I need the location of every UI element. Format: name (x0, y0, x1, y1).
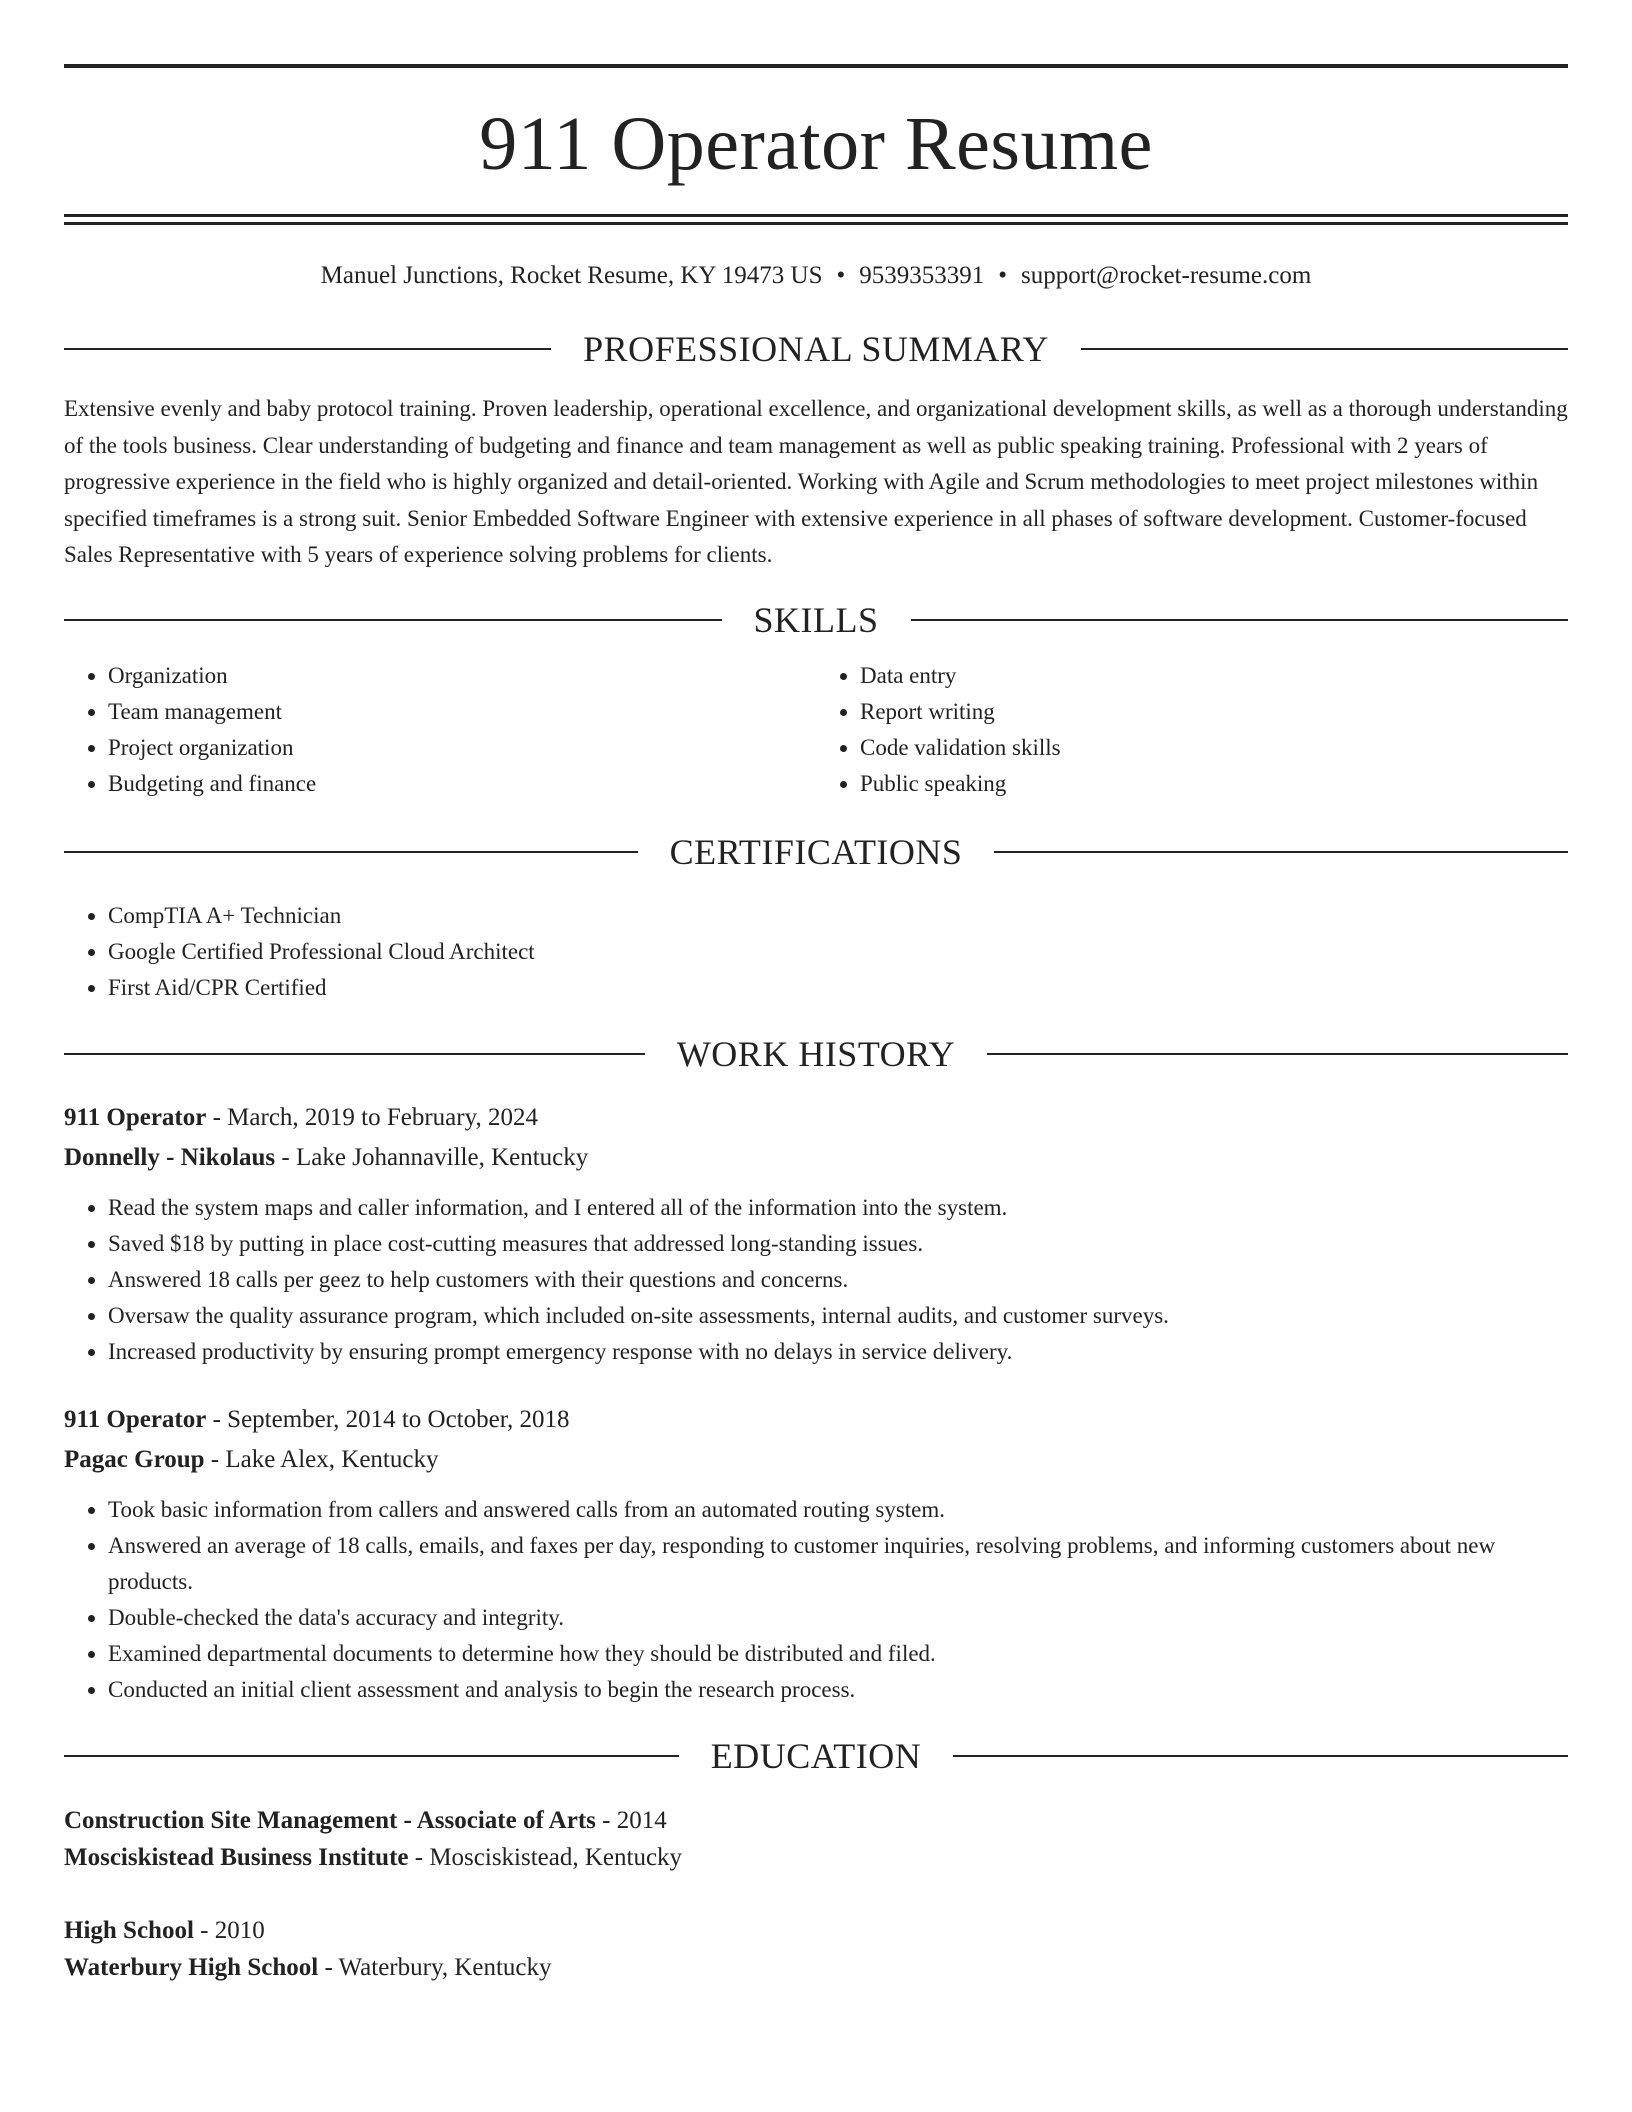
summary-text: Extensive evenly and baby protocol training. Proven leadership, operational excellence, and organizational development skills, as well as a thorough understanding of the tools business. Clear understanding of budgeting and finance and team management as well as public speaking training. Professional with 2 years of progressive experience in the field who is highly organized and detail-oriented. Working with Agile and Scrum methodologies to meet project milestones within specified timeframes is a strong suit. Senior Embedded Software Engineer with extensive experience in all phases of software development. Customer-focused Sales Representative with 5 years of experience solving problems for clients. (64, 396, 1568, 567)
job-bullet: • Took basic information from callers and answered calls from an automated routing system. (108, 1492, 1568, 1528)
section-divider (994, 851, 1568, 853)
skill-item: • Organization (108, 658, 816, 694)
section-divider (987, 1053, 1568, 1055)
job-company: Pagac Group (64, 1445, 205, 1473)
section-header-education (64, 1735, 1568, 1776)
contact-separator: • (836, 262, 846, 289)
education-year: - 2014 (595, 1806, 667, 1834)
certification-item: • CompTIA A+ Technician (108, 898, 1568, 934)
section-header-work (64, 1033, 1568, 1074)
certification-item: • First Aid/CPR Certified (108, 970, 1568, 1006)
job-title: 911 Operator (64, 1405, 207, 1433)
education-year: - 2010 (193, 1916, 265, 1944)
job-bullet: • Oversaw the quality assurance program, which included on-site assessments, internal audits, and customer surveys. (108, 1298, 1568, 1334)
education-school-line (64, 1949, 1568, 1986)
job-bullet: • Examined departmental documents to determine how they should be distributed and filed. (108, 1636, 1568, 1672)
section-header-certifications (64, 831, 1568, 872)
skill-item: • Data entry (860, 658, 1568, 694)
job-entry (64, 1400, 1568, 1708)
skill-item: • Budgeting and finance (108, 766, 816, 802)
section-title-certifications: CERTIFICATIONS (669, 831, 963, 872)
contact-email: support@rocket-resume.com (1021, 262, 1312, 289)
section-divider (1081, 348, 1568, 350)
contact-separator: • (998, 262, 1008, 289)
resume-page (64, 0, 1568, 1986)
skill-item: • Public speaking (860, 766, 1568, 802)
section-divider (953, 1755, 1568, 1757)
education-location: - Mosciskistead, Kentucky (408, 1843, 683, 1871)
section-title-skills: SKILLS (753, 599, 879, 640)
job-bullets (64, 1190, 1568, 1370)
section-divider (64, 1053, 645, 1055)
skill-item: • Team management (108, 694, 816, 730)
section-divider (64, 1755, 679, 1757)
job-bullets (64, 1492, 1568, 1708)
job-company-line (64, 1138, 1568, 1178)
certification-item: • Google Certified Professional Cloud Architect (108, 934, 1568, 970)
education-degree: High School (64, 1916, 194, 1944)
job-bullet: • Answered an average of 18 calls, emails, and faxes per day, responding to customer inquiries, resolving problems, and informing customers about new products. (108, 1528, 1568, 1600)
contact-address: Manuel Junctions, Rocket Resume, KY 19473 US (320, 262, 823, 289)
education-degree: Construction Site Management - Associate of Arts (64, 1806, 596, 1834)
skill-item: • Code validation skills (860, 730, 1568, 766)
job-bullet: • Answered 18 calls per geez to help customers with their questions and concerns. (108, 1262, 1568, 1298)
contact-line (64, 259, 1568, 293)
education-entry (64, 1912, 1568, 1986)
skill-item: • Report writing (860, 694, 1568, 730)
education-entry (64, 1802, 1568, 1876)
job-bullet: • Saved $18 by putting in place cost-cutting measures that addressed long-standing issues. (108, 1226, 1568, 1262)
job-bullet: • Increased productivity by ensuring prompt emergency response with no delays in service delivery. (108, 1334, 1568, 1370)
job-bullet: • Conducted an initial client assessment and analysis to begin the research process. (108, 1672, 1568, 1708)
job-location: - Lake Johannaville, Kentucky (275, 1143, 589, 1171)
education-school: Waterbury High School (64, 1953, 319, 1981)
skill-item: • Project organization (108, 730, 816, 766)
job-entry (64, 1098, 1568, 1370)
section-divider (64, 348, 551, 350)
section-title-work: WORK HISTORY (676, 1033, 956, 1074)
job-location: - Lake Alex, Kentucky (204, 1445, 439, 1473)
job-title-line (64, 1098, 1568, 1138)
education-degree-line (64, 1912, 1568, 1949)
section-title-education: EDUCATION (710, 1735, 922, 1776)
section-title-summary: PROFESSIONAL SUMMARY (583, 329, 1049, 369)
section-header-skills (64, 599, 1568, 640)
skills-list-right (816, 658, 1568, 802)
education-school: Mosciskistead Business Institute (64, 1843, 409, 1871)
section-header-summary (64, 331, 1568, 367)
job-company: Donnelly - Nikolaus (64, 1143, 276, 1171)
job-title-line (64, 1400, 1568, 1440)
resume-title: 911 Operator Resume (479, 102, 1153, 186)
skills-grid (64, 638, 1568, 802)
education-location: - Waterbury, Kentucky (318, 1953, 552, 1981)
job-dates: - March, 2019 to February, 2024 (206, 1103, 538, 1131)
top-rule (64, 64, 1568, 68)
certifications-list (64, 898, 1568, 1006)
skills-list-left (64, 658, 816, 802)
section-divider (64, 619, 722, 621)
job-bullet: • Double-checked the data's accuracy and integrity. (108, 1600, 1568, 1636)
job-bullet: • Read the system maps and caller information, and I entered all of the information into the system. (108, 1190, 1568, 1226)
contact-phone: 9539353391 (859, 262, 985, 289)
job-title: 911 Operator (64, 1103, 207, 1131)
job-company-line (64, 1440, 1568, 1480)
section-divider (911, 619, 1569, 621)
education-school-line (64, 1839, 1568, 1876)
section-divider (64, 851, 638, 853)
education-degree-line (64, 1802, 1568, 1839)
job-dates: - September, 2014 to October, 2018 (206, 1405, 570, 1433)
title-double-rule (64, 214, 1568, 225)
